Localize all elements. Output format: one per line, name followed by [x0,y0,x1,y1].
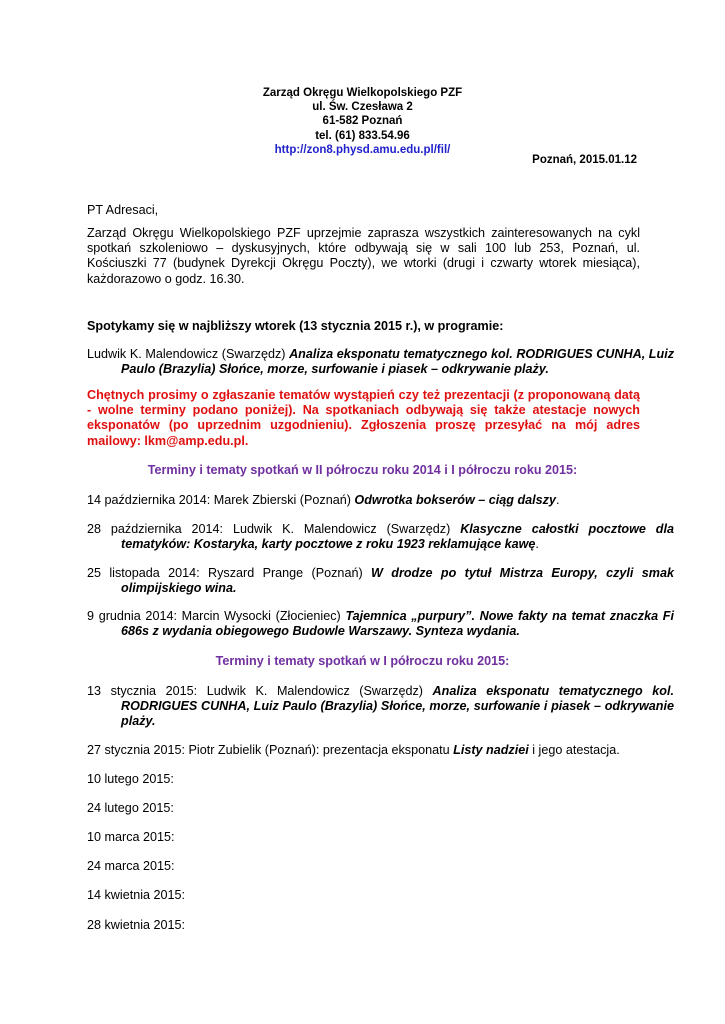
salutation: PT Adresaci, [87,203,159,217]
open-date: 10 lutego 2015: [87,772,174,786]
schedule-entry [87,522,674,552]
section2-title: Terminy i tematy spotkań w I półroczu roku 2015: [215,654,510,668]
entry-lead: 14 października 2014: Marek Zbierski (Poznań) [87,493,355,507]
next-program-speaker: Ludwik K. Malendowicz (Swarzędz) [87,347,290,361]
next-meeting-program [87,347,674,377]
letter-date: Poznań, 2015.01.12 [532,154,637,166]
entry-lead: 28 października 2014: Ludwik K. Malendowicz (Swarzędz) [87,522,461,536]
entry-lead: 25 listopada 2014: Ryszard Prange (Poznań) [87,566,372,580]
schedule-entry [87,684,674,730]
schedule-entry [87,743,640,758]
call-for-talks: Chętnych prosimy o zgłaszanie tematów wystąpień czy też prezentacji (z proponowaną datą - wolne terminy podano poniżej). Na spotkaniach odbywają się także atestacje nowych eksponatów (po uprzednim uzgodnieniu). Zgłoszenia proszę przesyłać na mój adres mailowy: lkm@amp.edu.pl. [87,388,640,448]
entry-title: Analiza eksponatu tematycznego kol. RODRIGUES CUNHA, Luiz Paulo (Brazylia) Słońce, morze, surfowanie i piasek – odkrywanie plaży. [121,684,674,729]
org-city: 61-582 Poznań [322,115,403,128]
entry-lead: 9 grudnia 2014: Marcin Wysocki (Złocieniec) [87,609,346,623]
letterhead [0,86,725,157]
schedule-entry [87,493,674,508]
org-street: ul. Św. Czesława 2 [312,101,413,114]
entry-title: Klasyczne całostki pocztowe dla tematyków: Kostaryka, karty pocztowe z roku 1923 reklamujące kawę [121,522,674,552]
entry-tail: . [535,537,539,552]
open-date: 10 marca 2015: [87,830,175,844]
entry-lead: 27 stycznia 2015: Piotr Zubielik (Poznań): prezentacja eksponatu [87,743,454,757]
entry-tail: i jego atestacja. [528,743,620,757]
next-program-title: Analiza eksponatu tematycznego kol. RODRIGUES CUNHA, Luiz Paulo (Brazylia) Słońce, morze, surfowanie i piasek – odkrywanie plaży. [121,347,674,377]
entry-tail: . [555,493,560,507]
open-date: 14 kwietnia 2015: [87,888,186,902]
org-phone: tel. (61) 833.54.96 [315,129,410,142]
org-website-link[interactable]: http://zon8.physd.amu.edu.pl/fil/ [274,143,451,156]
entry-title: Listy nadziei [453,743,529,757]
org-name: Zarząd Okręgu Wielkopolskiego PZF [262,87,463,99]
entry-title: Tajemnica „purpury”. Nowe fakty na temat znaczka Fi 686s z wydania obiegowego Budowle Warszawy. Synteza wydania. [121,609,674,639]
section1-title: Terminy i tematy spotkań w II półroczu roku 2014 i I półroczu roku 2015: [147,463,578,477]
entry-title: Odwrotka bokserów – ciąg dalszy [354,493,556,507]
entry-lead: 13 stycznia 2015: Ludwik K. Malendowicz (Swarzędz) [87,684,433,698]
schedule-entry [87,566,674,596]
schedule-entry [87,609,674,639]
next-meeting-heading: Spotykamy się w najbliższy wtorek (13 stycznia 2015 r.), w programie: [87,319,504,333]
open-date: 24 marca 2015: [87,859,175,873]
open-date: 28 kwietnia 2015: [87,918,186,932]
entry-title: W drodze po tytuł Mistrza Europy, czyli smak olimpijskiego wina. [121,566,675,596]
open-date: 24 lutego 2015: [87,801,174,815]
intro-paragraph: Zarząd Okręgu Wielkopolskiego PZF uprzejmie zaprasza wszystkich zainteresowanych na cykl spotkań szkoleniowo – dyskusyjnych, które odbywają się w sali 100 lub 253, Poznań, ul. Kościuszki 77 (budynek Dyrekcji Okręgu Poczty), we wtorki (drugi i czwarty wtorek miesiąca), każdorazowo o godz. 16.30. [87,226,640,286]
